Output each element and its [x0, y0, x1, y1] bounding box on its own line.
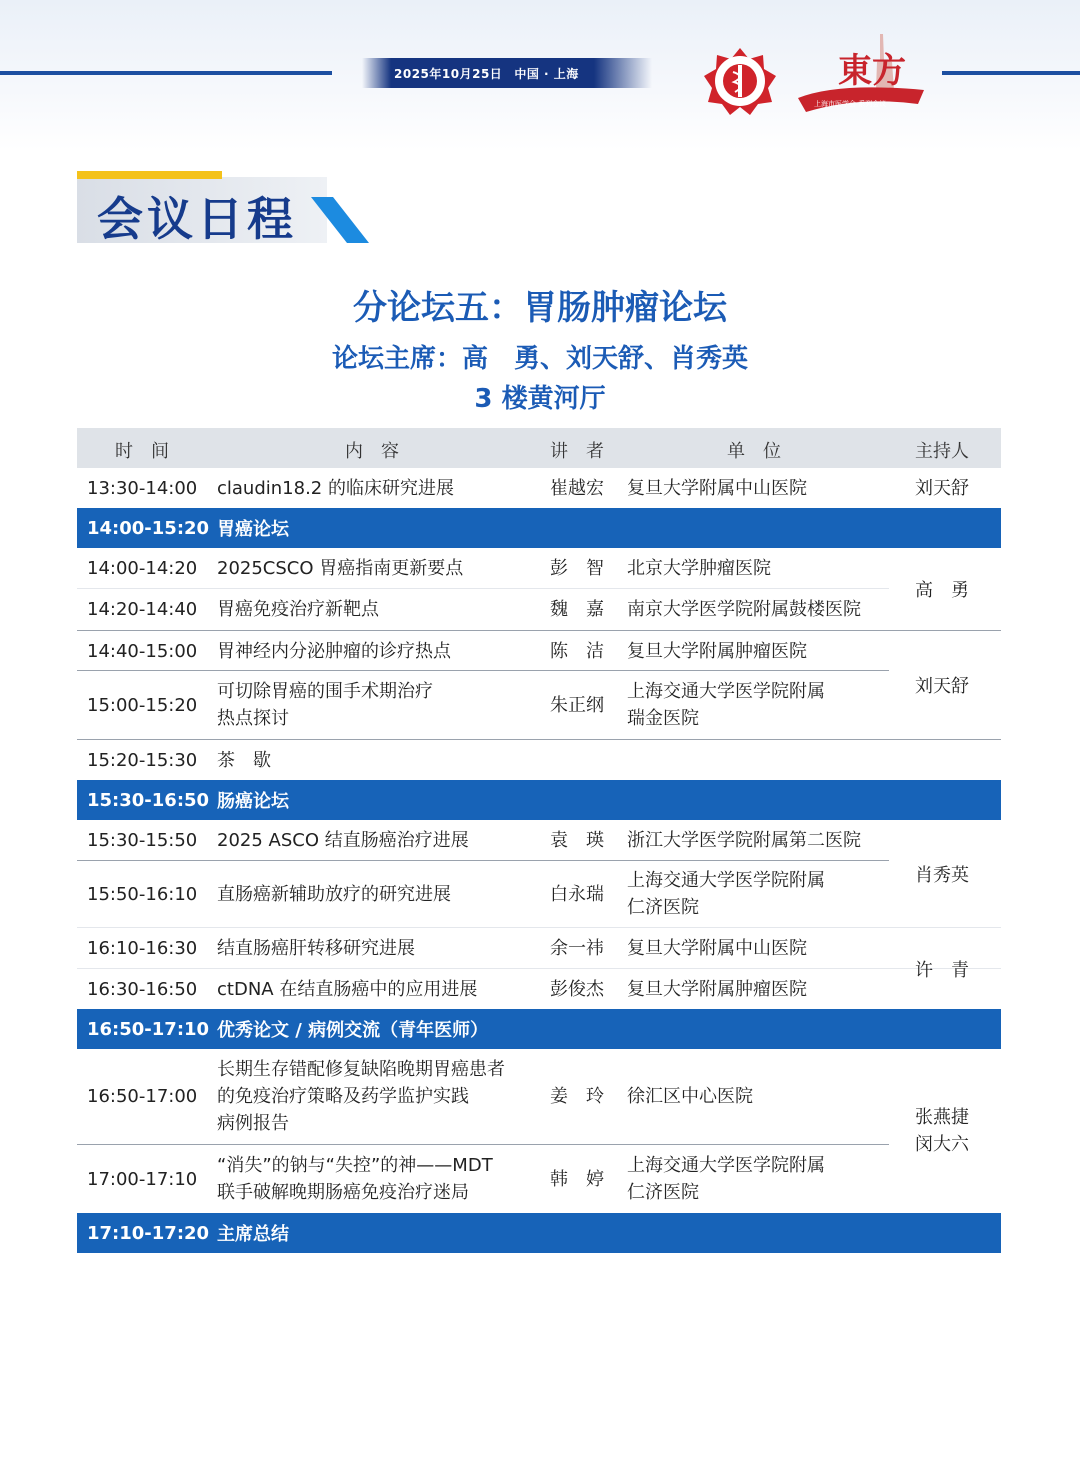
date-banner: [362, 58, 652, 88]
table-row: 16:50-17:00 长期生存错配修复缺陷晚期胃癌患者 的免疫治疗策略及药学监护实践 病例报告 姜 玲 徐汇区中心医院: [87, 1059, 753, 1134]
section-heading: [77, 171, 369, 245]
table-row: 14:00-14:20 2025CSCO 胃癌指南更新要点 彭 智 北京大学肿瘤医院: [87, 557, 771, 579]
header-host: 主持人: [915, 441, 969, 462]
host-cell: 肖秀英: [915, 864, 969, 886]
table-row: 15:30-15:50 2025 ASCO 结直肠癌治疗进展 袁 瑛 浙江大学医学院附属第二医院: [87, 829, 861, 851]
shanghai-medical-association-seal-icon: [702, 45, 778, 117]
session-band: 17:10-17:20 主席总结: [77, 1213, 1001, 1253]
header-speaker: 讲 者: [550, 441, 604, 462]
table-row: 16:30-16:50 ctDNA 在结直肠癌中的应用进展 彭俊杰 复旦大学附属肿瘤医院: [87, 978, 807, 1000]
header-time: 时 间: [115, 441, 169, 462]
forum-title: 分论坛五：胃肠肿瘤论坛: [353, 288, 727, 328]
header-unit: 单 位: [727, 441, 781, 462]
host-cell: 刘天舒: [915, 676, 969, 697]
table-row: 14:20-14:40 胃癌免疫治疗新靶点 魏 嘉 南京大学医学院附属鼓楼医院: [87, 598, 861, 620]
host-cell: 张燕捷 闵大六: [915, 1107, 969, 1155]
session-band: 15:30-16:50 肠癌论坛: [77, 780, 1001, 820]
header-rule-left: [0, 71, 332, 75]
host-cell: 许 青: [915, 959, 969, 981]
session-band: 16:50-17:10 优秀论文 / 病例交流（青年医师）: [77, 1009, 1001, 1049]
table-row: 17:00-17:10 “消失”的钠与“失控”的神——MDT 联手破解晚期肠癌免疫治疗迷局 韩 婷 上海交通大学医学院附属 仁济医院: [87, 1155, 825, 1203]
header-rule-right: [942, 71, 1080, 75]
table-row: 14:40-15:00 胃神经内分泌肿瘤的诊疗热点 陈 洁 复旦大学附属肿瘤医院: [87, 640, 807, 662]
section-title: 会议日程: [97, 192, 297, 246]
table-row: 16:10-16:30 结直肠癌肝转移研究进展 余一祎 复旦大学附属中山医院: [87, 937, 807, 959]
east-logo-text: 東方: [838, 51, 906, 91]
date-text: 2025年10月25日: [394, 66, 503, 81]
host-cell: 刘天舒: [915, 477, 969, 499]
table-header: [77, 428, 1001, 468]
host-cell: 高 勇: [915, 579, 969, 601]
table-row: 15:00-15:20 可切除胃癌的围手术期治疗 热点探讨 朱正纲 上海交通大学医学院附属 瑞金医院: [87, 681, 825, 729]
east-logo-caption: 上海市医学会 系列会议: [814, 100, 887, 108]
forum-chairs: 论坛主席：高 勇、刘天舒、肖秀英: [331, 344, 748, 374]
header-topic: 内 容: [345, 441, 399, 462]
forum-venue: 3 楼黄河厅: [474, 384, 606, 414]
east-conference-logo-icon: [798, 30, 928, 116]
session-band: 14:00-15:20 胃癌论坛: [77, 508, 1001, 548]
table-row: 15:20-15:30 茶 歇: [87, 749, 271, 771]
table-row: 13:30-14:00 claudin18.2 的临床研究进展 崔越宏 复旦大学附属中山医院 刘天舒: [77, 468, 1001, 508]
place-text: 中国 · 上海: [514, 66, 579, 81]
table-row: 15:50-16:10 直肠癌新辅助放疗的研究进展 白永瑞 上海交通大学医学院附属 仁济医院: [87, 870, 825, 918]
